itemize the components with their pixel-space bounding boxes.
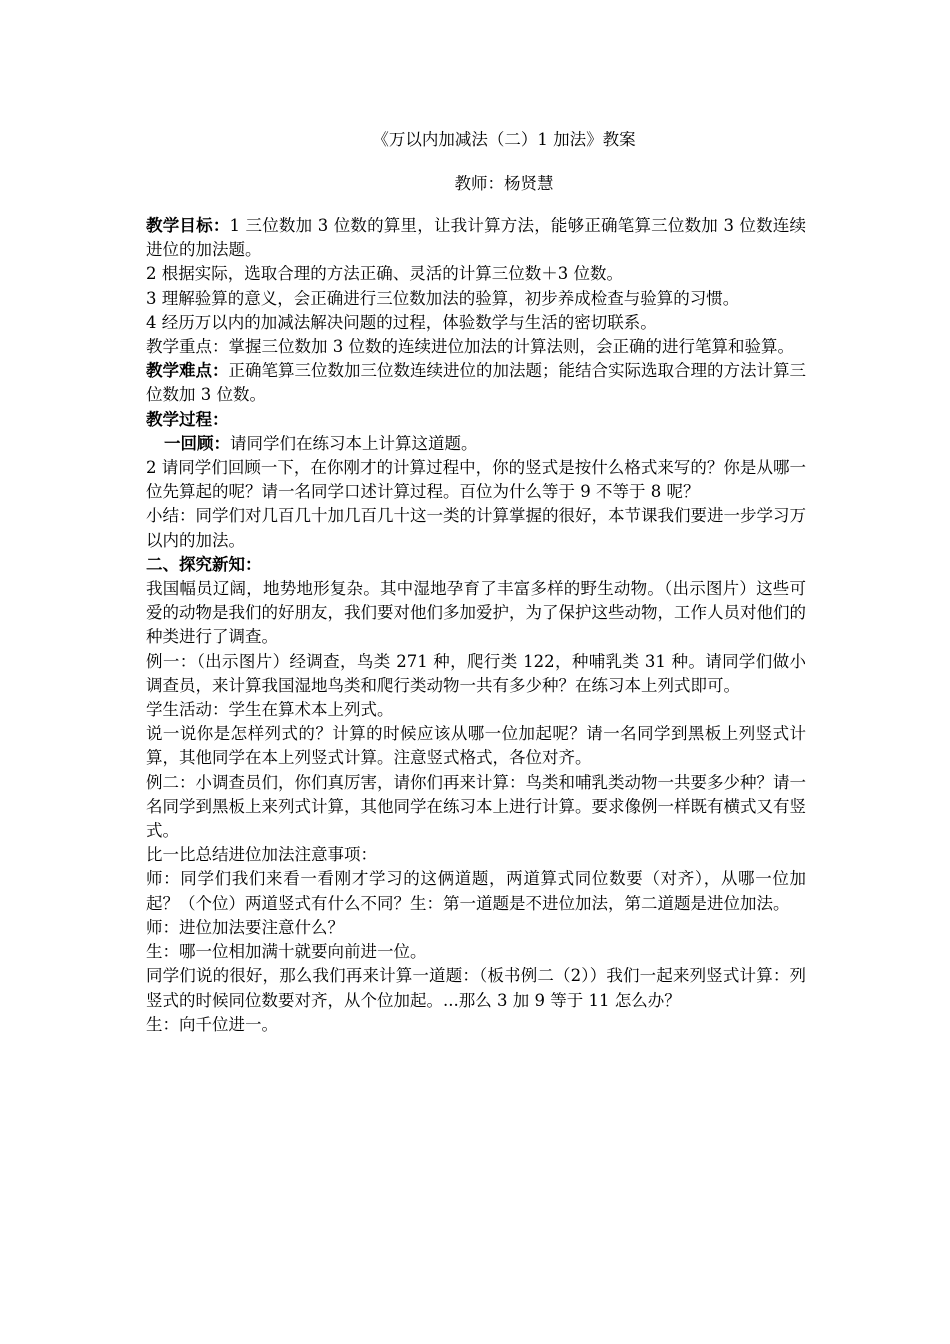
paragraph-objective-3 <box>146 287 806 311</box>
paragraph-example-1 <box>146 650 806 698</box>
paragraph-text: 学生活动：学生在算术本上列式。 <box>146 700 394 720</box>
paragraph-teacher-2 <box>146 916 806 940</box>
paragraph-text: 正确笔算三位数加三位数连续进位的加法题；能结合实际选取合理的方法计算三位数加 3 位数。 <box>146 361 806 405</box>
paragraph-continue <box>146 964 806 1012</box>
paragraph-text: 师：进位加法要注意什么？ <box>146 917 344 937</box>
paragraph-text: 2 根据实际，选取合理的方法正确、灵活的计算三位数＋3 位数。 <box>146 264 623 284</box>
paragraph-intro <box>146 577 806 650</box>
paragraph-label: 一回顾： <box>164 433 230 453</box>
paragraph-text: 生：哪一位相加满十就要向前进一位。 <box>146 942 427 962</box>
section-heading-explore <box>146 553 806 577</box>
paragraph-objective-2 <box>146 262 806 286</box>
paragraph-text: 1 三位数加 3 位数的算里，让我计算方法，能够正确笔算三位数加 3 位数连续进位的加法题。 <box>146 216 807 260</box>
paragraph-text: 说一说你是怎样列式的？计算的时候应该从哪一位加起呢？请一名同学到黑板上列竖式计算，其他同学在本上列竖式计算。注意竖式格式，各位对齐。 <box>146 724 806 768</box>
document-body <box>146 214 806 1037</box>
paragraph-text: 3 理解验算的意义，会正确进行三位数加法的验算，初步养成检查与验算的习惯。 <box>146 288 740 308</box>
paragraph-summary <box>146 504 806 552</box>
paragraph-student-2 <box>146 1013 806 1037</box>
paragraph-student-1 <box>146 940 806 964</box>
paragraph-label: 教学目标： <box>146 216 230 235</box>
paragraph-review-2 <box>146 456 806 504</box>
paragraph-objectives <box>146 214 806 262</box>
paragraph-text: 4 经历万以内的加减法解决问题的过程，体验数学与生活的密切联系。 <box>146 312 657 332</box>
paragraph-compare <box>146 843 806 867</box>
paragraph-key-points <box>146 335 806 359</box>
paragraph-label: 教学过程： <box>146 409 229 429</box>
paragraph-label: 二、探究新知： <box>146 554 262 574</box>
paragraph-text: 例二：小调查员们，你们真厉害，请你们再来计算：鸟类和哺乳类动物一共要多少种？请一名同学到黑板上来列式计算，其他同学在练习本上进行计算。要求像例一样既有横式又有竖式。 <box>146 772 806 841</box>
paragraph-text: 比一比总结进位加法注意事项： <box>146 845 377 865</box>
paragraph-text: 教学重点：掌握三位数加 3 位数的连续进位加法的计算法则，会正确的进行笔算和验算。 <box>146 337 794 357</box>
paragraph-text: 小结：同学们对几百几十加几百几十这一类的计算掌握的很好，本节课我们要进一步学习万以内的加法。 <box>146 506 806 550</box>
paragraph-text: 生：向千位进一。 <box>146 1014 278 1034</box>
paragraph-text: 我国幅员辽阔，地势地形复杂。其中湿地孕育了丰富多样的野生动物。（出示图片）这些可爱的动物是我们的好朋友，我们要对他们多加爱护，为了保护这些动物，工作人员对他们的种类进行了调查。 <box>146 579 806 647</box>
paragraph-text: 请同学们在练习本上计算这道题。 <box>230 433 478 453</box>
document-author: 教师：杨贤慧 <box>454 174 554 193</box>
paragraph-review <box>146 432 806 456</box>
paragraph-text: 同学们说的很好，那么我们再来计算一道题：（板书例二（2））我们一起来列竖式计算：列竖式的时候同位数要对齐，从个位加起。...那么 3 加 9 等于 11 怎么办？ <box>146 966 806 1010</box>
paragraph-text: 例一：（出示图片）经调查，鸟类 271 种，爬行类 122，种哺乳类 31 种。请同学们做小调查员，来计算我国湿地鸟类和爬行类动物一共有多少种？在练习本上列式即可。 <box>146 651 806 695</box>
paragraph-text: 师：同学们我们来看一看刚才学习的这俩道题，两道算式同位数要（对齐），从哪一位加起？（个位）两道竖式有什么不同？生：第一道题是不进位加法，第二道题是进位加法。 <box>146 869 806 913</box>
paragraph-student-activity <box>146 698 806 722</box>
paragraph-teacher-1 <box>146 867 806 915</box>
paragraph-explain <box>146 722 806 770</box>
paragraph-text: 2 请同学们回顾一下，在你刚才的计算过程中，你的竖式是按什么格式来写的？你是从哪一位先算起的呢？请一名同学口述计算过程。百位为什么等于 9 不等于 8 呢？ <box>146 458 806 502</box>
section-heading-process <box>146 408 806 432</box>
paragraph-objective-4 <box>146 311 806 335</box>
document-title: 《万以内加减法（二）1 加法》教案 <box>372 130 636 149</box>
paragraph-label: 教学难点： <box>146 361 229 381</box>
paragraph-difficulties <box>146 359 806 407</box>
paragraph-example-2 <box>146 771 806 844</box>
